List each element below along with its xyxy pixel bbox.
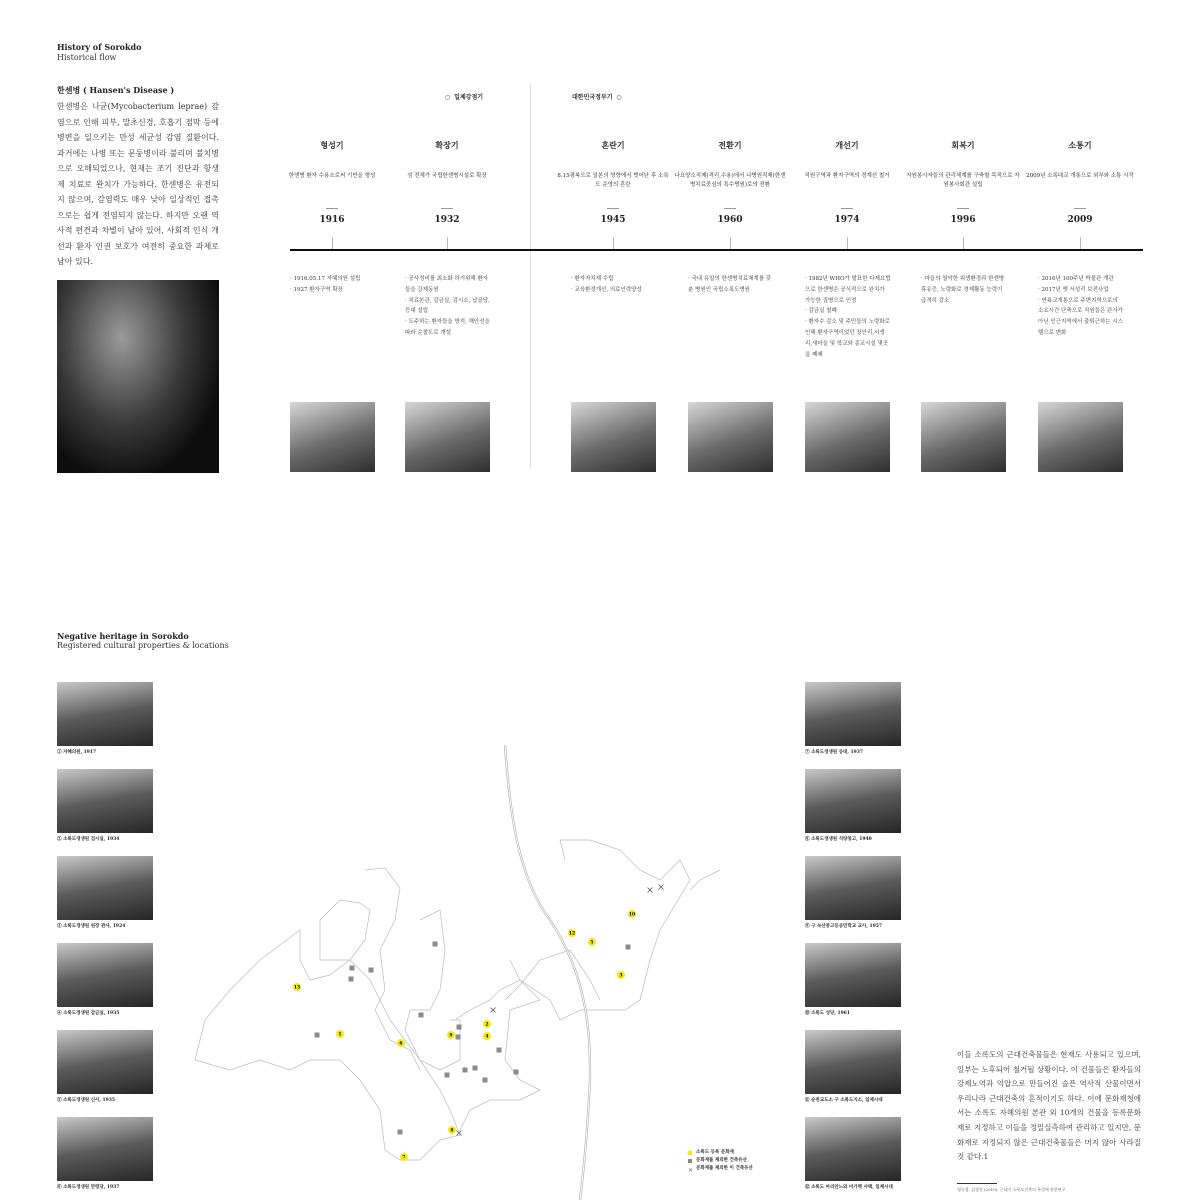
- map-building-square: [350, 966, 355, 971]
- map-building-square: [483, 1078, 488, 1083]
- heritage-caption: ② 소록도갱생원 검시실, 1934: [57, 837, 120, 842]
- legend-cross-icon: ×: [688, 1167, 694, 1174]
- phase-bullet: · 환자수 감소 및 주민들의 노령화로 인해 환자구역이었던 장안리,서생리,새마을 및 학교와 종교시설 몇곳을 폐쇄: [805, 319, 890, 358]
- phase-year: 1945: [600, 215, 626, 225]
- phase-desc: 8.15광복으로 일본의 영향에서 벗어난 후 소록도 운영의 혼란: [557, 173, 669, 188]
- phase-bullet: · 1927 환자구역 확장: [290, 286, 343, 293]
- map-marker-label: 7: [402, 1155, 406, 1161]
- phase-desc: 나요양소직제(격리,수용)에서 나병원직제(한센병치료중심의 특수병원)로의 전환: [674, 173, 786, 188]
- heritage-caption: ④ 소록도갱생원 감금실, 1935: [57, 1011, 120, 1016]
- phase-year: 1932: [434, 215, 460, 225]
- section-title-history: History of Sorokdo: [57, 42, 142, 52]
- heritage-caption: ① 자혜의원, 1917: [57, 750, 97, 755]
- phase-bullet: · 2017년 옛 서성리 보전사업: [1038, 286, 1109, 293]
- era-japanese: ○ 일제강점기: [445, 94, 484, 101]
- bridge-road: [505, 745, 590, 1200]
- legend-label-registered: 소록도 등록 문화재: [696, 1150, 734, 1155]
- map-removed-cross: [491, 1008, 496, 1013]
- phase-bullet: · 마을의 열악한 위생환경과 한센병 휴유증, 노령화로 경제활동 능력이 급격히 감소: [921, 276, 1005, 304]
- phase-bullet: · 공사정비를 최소화 하기위해 환자들을 강제동원: [405, 276, 489, 293]
- section-subtitle-history: Historical flow: [57, 53, 117, 62]
- footnote-rule: [957, 1183, 997, 1184]
- footnote: 정숙경, 김정진 (2010), 근대기 소록도건축의 특성에 관한연구: [957, 1187, 1066, 1192]
- map-building-square: [626, 945, 631, 950]
- phase-title: 확장기: [435, 140, 459, 150]
- phase-bullet: · 치료본관, 감금실, 검시소, 납골당, 등대 설립: [405, 297, 490, 315]
- section-subtitle-heritage: Registered cultural properties & locations: [57, 641, 229, 650]
- heritage-caption: ⑤ 소록도갱생원 신사, 1935: [57, 1098, 116, 1103]
- map-marker-label: 12: [568, 931, 576, 937]
- heritage-caption: ⑨ 구 녹산중고등공민학교 교사, 1957: [805, 924, 883, 929]
- map-marker-label: 3: [619, 973, 623, 979]
- phase-desc: 한센병 환자 수용소로써 기반을 형성: [288, 173, 376, 179]
- phase-desc: 2009년 소록대교 개통으로 외부와 소통 시작: [1026, 173, 1134, 179]
- legend-label-removed: 문화재를 제외한 이 건축유산: [696, 1166, 753, 1171]
- phase-desc: 자원봉사자들의 관리체계를 구축할 목적으로 자원봉사회관 설립: [906, 173, 1020, 188]
- map-marker-label: 1: [338, 1032, 342, 1038]
- phase-bullet: · 연륙교개통으로 주변지역으로의 소요시간 단축으로 직원들은 관사가 아닌 인근지역에서 출퇴근하는 시스템으로 변화: [1038, 297, 1123, 336]
- phase-bullet: · 도주하는 환자들을 방지, 해안선을 따라 순찰도로 개설: [405, 319, 490, 336]
- phase-year: 1916: [319, 215, 345, 225]
- heritage-caption: ③ 소록도갱생원 원장 관사, 1924: [57, 924, 126, 929]
- legend-label-other: 문화재를 제외한 건축유산: [696, 1158, 747, 1163]
- heritage-caption: ⑦ 소록도갱생원 등대, 1937: [805, 750, 864, 755]
- map-building-square: [349, 977, 354, 982]
- map-building-square: [433, 942, 438, 947]
- map-marker-label: 10: [628, 912, 636, 918]
- map-building-square: [398, 1130, 403, 1135]
- map-building-square: [514, 1070, 519, 1075]
- intro-body: 한센병은 나균(Mycobacterium leprae) 감염으로 인해 피부, 말초신경, 호흡기 점막 등에 병변을 일으키는 만성 세균성 감염 질환이다. 과거에는 나병 또는 문둥병이라 불리며 불치병으로 오해되었으나, 현재는 조기 진단과 항생제 치료로 완치가 가능하다. 한센병은 유전되지 않으며, 감염력도 매우 낮아 일상적인 접촉으로는 쉽게 전염되지 않는다. 하지만 오랜 역사적 편견과 차별이 남아 있어, 사회적 인식 개선과 환자 인권 보호가 여전히 중요한 과제로 남아 있다.: [57, 102, 219, 266]
- intro-title: 한센병 ( Hansen's Disease ): [57, 85, 175, 95]
- phase-title: 혼란기: [601, 140, 625, 150]
- map-outline: [195, 840, 720, 1160]
- heritage-caption: ⑧ 소록도갱생원 식량창고, 1940: [805, 837, 872, 842]
- phase-title: 회복기: [951, 140, 975, 150]
- phase-bullet: · 1916.05.17 자혜의원 설립: [290, 276, 361, 282]
- heritage-paragraph: 이들 소록도의 근대건축물들은 현재도 사용되고 있으며, 일부는 노후되어 철거될 상황이다. 이 건물들은 환자들의 강제노역과 억압으로 만들어진 슬픈 역사적 산물이면서 우리나라 근대건축의 흔적이기도 하다. 이에 문화재청에서는 소록도 자혜의원 본관 외 10개의 건물을 등록문화재로 지정하고 이들을 정밀실측하여 관리하고 있지만, 문화재로 지정되지 않은 근대건축물들은 머지 않아 사라질 것 같다.1: [957, 1050, 1141, 1162]
- map-marker-label: 8: [450, 1128, 454, 1134]
- phase-bullet: · 교육환경개선, 의료인력양성: [571, 286, 642, 293]
- bridge-road-inner: [505, 745, 590, 1200]
- era-japanese-label: 일제강점기: [454, 94, 484, 101]
- phase-year: 1996: [950, 215, 976, 225]
- phase-bullet: · 국내 유일의 한센병치료체계를 갖춘 병원인 국립소록도병원: [688, 276, 772, 293]
- phase-title: 형성기: [320, 140, 344, 150]
- map-building-square: [419, 1013, 424, 1018]
- phase-year: 1960: [717, 215, 743, 225]
- phase-title: 소통기: [1068, 140, 1092, 150]
- map-building-square: [463, 1068, 468, 1073]
- map-marker-label: 4: [485, 1034, 489, 1040]
- map-marker-label: 5: [590, 940, 594, 946]
- heritage-caption: ⑫ 소록도 마리안느와 마가렛 사택, 일제시대: [805, 1185, 893, 1190]
- map-removed-cross: [648, 888, 653, 893]
- map-removed-cross: [659, 885, 664, 890]
- map-building-square: [457, 1025, 462, 1030]
- map-building-square: [445, 1073, 450, 1078]
- map-legend-labels: [696, 1149, 753, 1173]
- phase-bullet: · 감금실 철폐: [805, 308, 837, 315]
- map-building-square: [315, 1033, 320, 1038]
- map-building-square: [497, 1048, 502, 1053]
- section-title-heritage: Negative heritage in Sorokdo: [57, 631, 189, 641]
- heritage-caption: ⑩ 소록도 성당, 1961: [805, 1011, 851, 1016]
- phase-year: 2009: [1067, 215, 1093, 225]
- map-legend: [688, 1151, 694, 1175]
- map-removed-cross: [457, 1131, 462, 1136]
- era-korean: 대한민국정부기 ○: [572, 94, 622, 101]
- map-building-square: [456, 1035, 461, 1040]
- map-building-square: [369, 968, 374, 973]
- phase-desc: 직원구역과 환자구역의 경계선 철거: [804, 173, 890, 179]
- phase-title: 개선기: [835, 140, 859, 150]
- phase-bullet: · 1982년 WHO가 발표한 다제요법으로 한센병은 공식적으로 완치가 가능한 질병으로 인정: [805, 276, 891, 304]
- legend-square-icon: [688, 1159, 692, 1163]
- heritage-caption: ⑥ 소록도갱생원 만령당, 1937: [57, 1185, 120, 1190]
- heritage-caption: ⑪ 순천교도소 구 소록도지소, 일제시대: [805, 1098, 883, 1103]
- phase-desc: 섬 전체가 국립한센병시설로 확장: [407, 173, 487, 179]
- map-marker-label: 9: [449, 1033, 453, 1039]
- phase-title: 전환기: [718, 140, 742, 150]
- map-marker-label: 13: [293, 985, 301, 991]
- phase-bullet: · 2016년 100주년 박물관 개관: [1038, 276, 1114, 282]
- era-korean-label: 대한민국정부기: [572, 94, 613, 101]
- phase-year: 1974: [834, 215, 860, 225]
- map-marker-label: 2: [485, 1022, 489, 1028]
- map-marker-label: 6: [399, 1041, 403, 1047]
- map-building-square: [473, 1066, 478, 1071]
- legend-marker-icon: [688, 1151, 693, 1156]
- phase-bullet: · 환자자치제 수립: [571, 276, 614, 282]
